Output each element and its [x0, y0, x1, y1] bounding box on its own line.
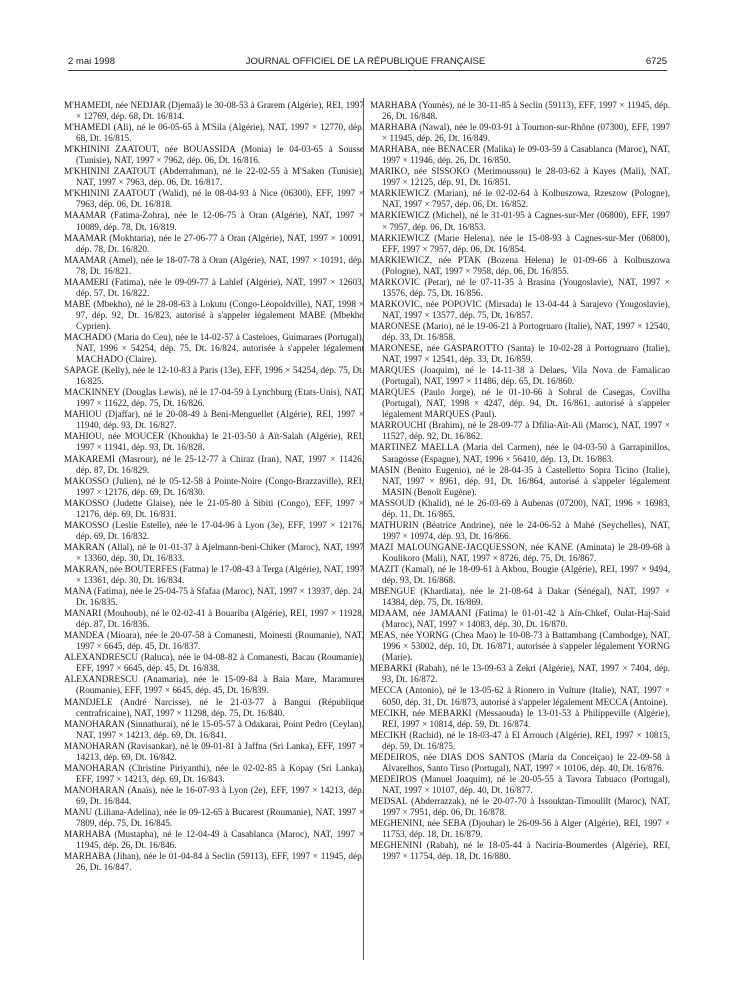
register-entry: MAAMAR (Fatima-Zohra), née le 12-06-75 à Oran (Algérie), NAT, 1997 × 10089, dép. 78, Dt. 16/819.: [64, 210, 364, 232]
register-entry: MEGHENINI (Rabah), né le 18-05-44 à Naciria-Boumerdes (Algérie), REI, 1997 × 11754, dép. 18, Dt. 16/880.: [370, 840, 670, 862]
register-entry: MBENGUE (Khardiata), née le 21-08-64 à Dakar (Sénégal), NAT, 1997 × 14384, dép. 75, Dt. 16/869.: [370, 586, 670, 608]
register-entry: MARHABA (Jihan), née le 01-04-84 à Seclin (59113), EFF, 1997 × 11945, dép. 26, Dt. 16/847.: [64, 851, 364, 873]
register-entry: MAKOSSO (Judette Glaise), née le 21-05-80 à Sibiti (Congo), EFF, 1997 × 12176, dép. 69, Dt. 16/831.: [64, 497, 364, 519]
header-date: 2 mai 1998: [68, 56, 116, 67]
register-entry: M'HAMEDI, née NEDJAR (Djemaâ) le 30-08-53 à Grarem (Algérie), REI, 1997 × 12769, dép. 68, Dt. 16/814.: [64, 100, 364, 122]
register-entry: MECCA (Antonio), né le 13-05-62 à Rionero in Vulture (Italie), NAT, 1997 × 6050, dép. 31, Dt. 16/873, autorisé à s'appeler légalement MECCA (Antoine).: [370, 685, 670, 707]
register-entry: MARHABA, née BENACER (Malika) le 09-03-59 à Casablanca (Maroc), NAT, 1997 × 11946, dép. 26, Dt. 16/850.: [370, 144, 670, 166]
register-entry: MEDEIROS, née DIAS DOS SANTOS (Maria da Conceiçao) le 22-09-58 à Alvarelhos, Santo Tirso (Portugal), NAT, 1997 × 10106, dép. 40, Dt. 16/876.: [370, 751, 670, 773]
register-entry: MAZIT (Kamal), né le 18-09-61 à Akbou, Bougie (Algérie), REI, 1997 × 9494, dép. 93, Dt. 16/868.: [370, 563, 670, 586]
register-entry: MASIN (Benito Eugenio), né le 28-04-35 à Castelletto Sopra Ticino (Italie), NAT, 1997 × 8961, dép. 91, Dt. 16/864, autorisé à s'appeler légalement MASIN (Benoît Eugène).: [370, 464, 670, 497]
register-entry: MANOHARAN (Sinnathurai), né le 15-05-57 à Odakarai, Point Pedro (Ceylan), NAT, 1997 × 14213, dép. 69, Dt. 16/841.: [64, 718, 364, 740]
register-entry: MARKIEWICZ, née PTAK (Bozena Helena) le 01-09-66 à Kolbuszowa (Pologne), NAT, 1997 × 7958, dép. 06, Dt. 16/855.: [370, 254, 670, 276]
register-entry: MARROUCHI (Brahim), né le 28-09-77 à Dfilia-Aït-Ali (Maroc), NAT, 1997 × 11527, dép. 92, Dt. 16/862.: [370, 420, 670, 442]
register-entry: MEBARKI (Rabah), né le 13-09-63 à Zekri (Algérie), NAT, 1997 × 7404, dép. 93, Dt. 16/872.: [370, 663, 670, 685]
register-entry: MARHABA (Younès), né le 30-11-85 à Seclin (59113), EFF, 1997 × 11945, dép. 26, Dt. 16/848.: [370, 100, 670, 122]
register-entry: MAAMERI (Fatima), née le 09-09-77 à Lahlef (Algérie), NAT, 1997 × 12603, dép. 57, Dt. 16/822.: [64, 276, 364, 298]
register-entry: MARONESE, née GASPAROTTO (Santa) le 10-02-28 à Portogruaro (Italie), NAT, 1997 × 12541, dép. 33, Dt. 16/859.: [370, 343, 670, 365]
register-entry: MARKIEWICZ (Marian), né le 02-02-64 à Kolbuszowa, Rzeszow (Pologne), NAT, 1997 × 7957, dép. 06, Dt. 16/852.: [370, 188, 670, 210]
register-entry: MAHIOU, née MOUCER (Khoukha) le 21-03-50 à Aït-Salah (Algérie), REI, 1997 × 11941, dép. 93, Dt. 16/828.: [64, 431, 364, 453]
register-entry: MANDEA (Mioara), née le 20-07-58 à Comanesti, Moinesti (Roumanie), NAT, 1997 × 6645, dép. 45, Dt. 16/837.: [64, 630, 364, 652]
register-entry: MAKAREMI (Masrour), né le 25-12-77 à Chiraz (Iran), NAT, 1997 × 11426, dép. 87, Dt. 16/829.: [64, 453, 364, 475]
register-entry: MANOHARAN (Ravisankar), né le 09-01-81 à Jaffna (Sri Lanka), EFF, 1997 × 14213, dép. 69, Dt. 16/842.: [64, 740, 364, 762]
right-column: [370, 100, 670, 862]
register-entry: MARKOVIC (Petar), né le 07-11-35 à Brasina (Yougoslavie), NAT, 1997 × 13576, dép. 75, Dt. 16/856.: [370, 276, 670, 298]
register-entry: MAAMAR (Mokhtaria), née le 27-06-77 à Oran (Algérie), NAT, 1997 × 10091, dép. 78, Dt. 16/820.: [64, 232, 364, 254]
register-entry: MAHIOU (Djaffar), né le 20-08-49 à Beni-Menguellet (Algérie), REI, 1997 × 11940, dép. 93, Dt. 16/827.: [64, 409, 364, 431]
register-entry: MACKINNEY (Douglas Lewis), né le 17-04-59 à Lynchburg (Etats-Unis), NAT, 1997 × 11622, dép. 75, Dt. 16/826.: [64, 387, 364, 409]
register-entry: MAAMAR (Amel), née le 18-07-78 à Oran (Algérie), NAT, 1997 × 10191, dép. 78, Dt. 16/821.: [64, 254, 364, 276]
register-entry: MARQUES (Paulo Jorge), né le 01-10-66 à Sobral de Casegas, Covilha (Portugal), NAT, 1998 × 4247, dép. 94, Dt. 16/861, autorisé à s'appeler légalement MARQUES (Paul).: [370, 387, 670, 420]
register-entry: M'KHININI ZAATOUT, née BOUASSIDA (Monia) le 04-03-65 à Sousse (Tunisie), NAT, 1997 × 7962, dép. 06, Dt. 16/816.: [64, 144, 364, 166]
register-entry: MDAAM, née JAMAANI (Fatima) le 01-01-42 à Aïn-Chkef, Oulat-Haj-Saïd (Maroc), NAT, 1997 × 14083, dép. 30, Dt. 16/870.: [370, 608, 670, 630]
register-entry: MARHABA (Nawal), née le 09-03-91 à Tournon-sur-Rhône (07300), EFF, 1997 × 11945, dép. 26, Dt. 16/849.: [370, 122, 670, 144]
header-page-number: 6725: [645, 56, 667, 67]
register-entry: MEDEIROS (Manuel Joaquim), né le 20-05-55 à Tavora Tabuaco (Portugal), NAT, 1997 × 10107, dép. 40, Dt. 16/877.: [370, 773, 670, 795]
register-entry: MACHADO (Maria do Ceu), née le 14-02-57 à Casteloes, Guimaraes (Portugal), NAT, 1996 × 54254, dép. 75, Dt. 16/824, autorisée à s'appeler légalement MACHADO (Claire).: [64, 331, 364, 365]
register-entry: MABE (Mbekho), né le 28-08-63 à Lokutu (Congo-Léopoldville), NAT, 1998 × 97, dép. 92, Dt. 16/823, autorisé à s'appeler légalement MABE (Mbekho Cyprien).: [64, 298, 364, 331]
register-entry: MARTINEZ MAELLA (Maria del Carmen), née le 04-03-50 à Garrapinillos, Saragosse (Espagne), NAT, 1996 × 56410, dép. 13, Dt. 16/863.: [370, 442, 670, 464]
register-entry: M'KHININI ZAATOUT (Abderrahman), né le 22-02-55 à M'Saken (Tunisie), NAT, 1997 × 7963, dép. 06, Dt. 16/817.: [64, 166, 364, 188]
register-entry: MECIKH, née MEBARKI (Messaouda) le 13-01-53 à Philippeville (Algérie), REI, 1997 × 10814, dép. 59, Dt. 16/874.: [370, 707, 670, 729]
register-entry: M'KHININI ZAATOUT (Walid), né le 08-04-93 à Nice (06300), EFF, 1997 × 7963, dép. 06, Dt. 16/818.: [64, 188, 364, 210]
register-entry: ALEXANDRESCU (Anamaria), née le 15-09-84 à Baia Mare, Maramures (Roumanie), EFF, 1997 × 6645, dép. 45, Dt. 16/839.: [64, 674, 364, 696]
register-entry: M'HAMEDI (Ali), né le 06-05-65 à M'Sila (Algérie), NAT, 1997 × 12770, dép. 68, Dt. 16/815.: [64, 122, 364, 144]
register-entry: MARIKO, née SISSOKO (Merimoussou) le 28-03-62 à Kayes (Mali), NAT, 1997 × 12125, dép. 91, Dt. 16/851.: [370, 166, 670, 188]
register-entry: MANOHARAN (Christine Piriyanthi), née le 02-02-85 à Kopay (Sri Lanka), EFF, 1997 × 14213, dép. 69, Dt. 16/843.: [64, 762, 364, 784]
header-rule: [68, 70, 667, 71]
header-title: JOURNAL OFFICIEL DE LA RÉPUBLIQUE FRANÇAISE: [245, 56, 486, 67]
register-entry: MARQUES (Joaquim), né le 14-11-38 à Delaes, Vila Nova de Famalicao (Portugal), NAT, 1997 × 11486, dép. 65, Dt. 16/860.: [370, 365, 670, 387]
register-entry: MANU (Liliana-Adelina), née le 09-12-65 à Bucarest (Roumanie), NAT, 1997 × 7809, dép. 75, Dt. 16/845.: [64, 807, 364, 829]
column-divider: [363, 98, 364, 960]
register-entry: MASSOUD (Khalid), né le 26-03-69 à Aubenas (07200), NAT, 1996 × 16983, dép. 11, Dt. 16/865.: [370, 497, 670, 519]
register-entry: MECIKH (Rachid), né le 18-03-47 à El Arrouch (Algérie), REI, 1997 × 10815, dép. 59, Dt. 16/875.: [370, 729, 670, 751]
page-header: [38, 56, 693, 70]
register-entry: MEGHENINI, née SEBA (Djouhar) le 26-09-56 à Alger (Algérie), REI, 1997 × 11753, dép. 18, Dt. 16/879.: [370, 818, 670, 840]
register-entry: SAPAGE (Kelly), née le 12-10-83 à Paris (13e), EFF, 1996 × 54254, dép. 75, Dt. 16/825.: [64, 365, 364, 387]
register-entry: MARKOVIC, née POPOVIC (Mirsada) le 13-04-44 à Sarajevo (Yougoslavie), NAT, 1997 × 13577, dép. 75, Dt. 16/857.: [370, 298, 670, 320]
register-entry: MAKOSSO (Julien), né le 05-12-58 à Pointe-Noire (Congo-Brazzaville), REI, 1997 × 12176, dép. 69, Dt. 16/830.: [64, 475, 364, 497]
register-entry: MANARI (Mouhoub), né le 02-02-41 à Bouariba (Algérie), REI, 1997 × 11928, dép. 87, Dt. 16/836.: [64, 608, 364, 630]
register-entry: MEDSAL (Abderrazzak), né le 20-07-70 à Issouktan-Timoulilt (Maroc), NAT, 1997 × 7951, dép. 06, Dt. 16/878.: [370, 795, 670, 817]
register-entry: MEAS, née YORNG (Chea Mao) le 10-08-73 à Battambang (Cambodge), NAT, 1996 × 53002, dép. 10, Dt. 16/871, autorisée à s'appeler légalement YORNG (Marie).: [370, 630, 670, 663]
register-entry: MANDJELE (André Narcisse), né le 21-03-77 à Bangui (République centrafricaine), NAT, 1997 × 11298, dép. 75, Dt. 16/840.: [64, 696, 364, 718]
register-entry: ALEXANDRESCU (Raluca), née le 04-08-82 à Comanesti, Bacau (Roumanie), EFF, 1997 × 6645, dép. 45, Dt. 16/838.: [64, 652, 364, 674]
register-entry: MANOHARAN (Anaïs), née le 16-07-93 à Lyon (2e), EFF, 1997 × 14213, dép. 69, Dt. 16/844.: [64, 784, 364, 806]
register-entry: MARHABA (Mustapha), né le 12-04-49 à Casablanca (Maroc), NAT, 1997 × 11945, dép. 26, Dt. 16/846.: [64, 829, 364, 851]
register-entry: MANA (Fatima), née le 25-04-75 à Sfafaa (Maroc), NAT, 1997 × 13937, dép. 24, Dt. 16/835.: [64, 586, 364, 608]
register-entry: MARONESE (Mario), né le 19-06-21 à Portogruaro (Italie), NAT, 1997 × 12540, dép. 33, Dt. 16/858.: [370, 320, 670, 342]
register-entry: MATHURIN (Béatrice Andrine), née le 24-06-52 à Mahé (Seychelles), NAT, 1997 × 10974, dép. 93, Dt. 16/866.: [370, 519, 670, 541]
register-entry: MARKIEWICZ (Marie Helena), née le 15-08-93 à Cagnes-sur-Mer (06800), EFF, 1997 × 7957, dép. 06, Dt. 16/854.: [370, 232, 670, 254]
register-entry: MAKRAN (Allal), né le 01-01-37 à Ajelmann-beni-Chiker (Maroc), NAT, 1997 × 13360, dép. 30, Dt. 16/833.: [64, 541, 364, 563]
register-entry: MAZI MALOUNGANE-JACQUESSON, née KANE (Aminata) le 28-09-68 à Koulikoro (Mali), NAT, 1997 × 8726, dép. 75, Dt. 16/867.: [370, 541, 670, 563]
register-entry: MARKIEWICZ (Michel), né le 31-01-95 à Cagnes-sur-Mer (06800), EFF, 1997 × 7957, dép. 06, Dt. 16/853.: [370, 210, 670, 232]
register-entry: MAKOSSO (Leslie Estelle), née le 17-04-96 à Lyon (3e), EFF, 1997 × 12176, dép. 69, Dt. 16/832.: [64, 519, 364, 541]
left-column: [64, 100, 364, 873]
register-entry: MAKRAN, née BOUTERFES (Fatma) le 17-08-43 à Terga (Algérie), NAT, 1997 × 13361, dép. 30, Dt. 16/834.: [64, 563, 364, 586]
